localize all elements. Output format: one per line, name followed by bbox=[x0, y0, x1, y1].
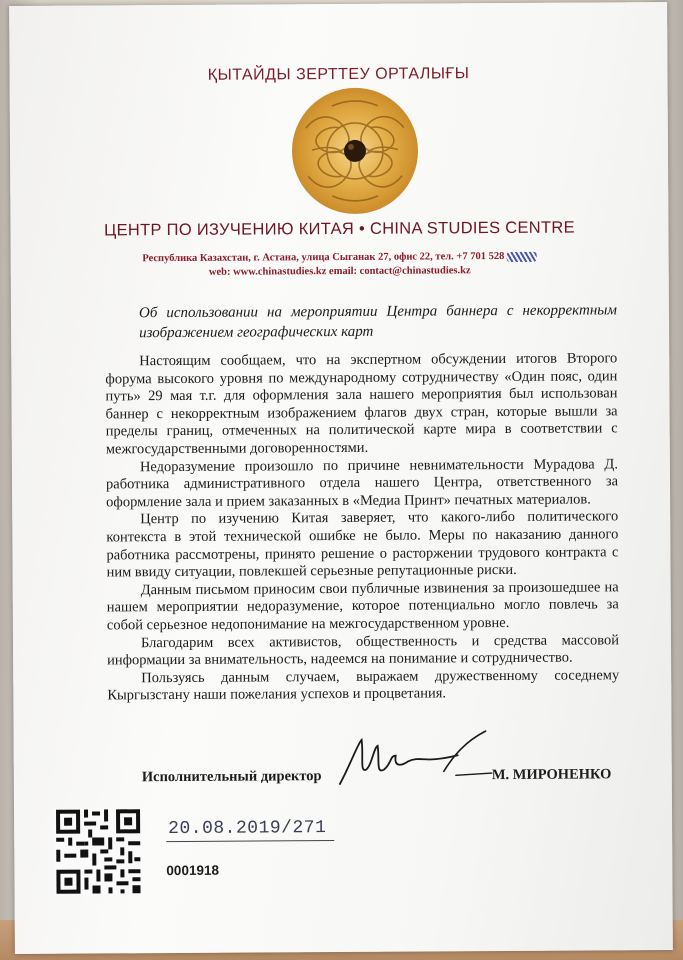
signatory-name: М. МИРОНЕНКО bbox=[491, 766, 612, 784]
paragraph-3: Центр по изучению Китая заверяет, что какого-либо политического контекста в этой технической ошибке не было. Меры по наказанию данного работника рассмотрены, принято решение о расторжении трудового контракта с ним ввиду ситуации, повлекшей серьезные репутационные риски. bbox=[106, 508, 619, 581]
paragraph-4: Данным письмом приносим свои публичные извинения за произошедшее на нашем мероприятии недоразумение, которое потенциально могло повлечь за собой серьезное недопонимание на межгосударственном уровне. bbox=[106, 579, 619, 634]
org-address bbox=[11, 250, 669, 265]
gold-dragon-emblem-icon bbox=[292, 88, 419, 215]
paragraph-6: Пользуясь данным случаем, выражаем дружественному соседнему Кыргызстану наши пожелания успехов и процветания. bbox=[107, 666, 620, 704]
registration-number: 0001918 bbox=[166, 862, 220, 879]
registration-underline bbox=[166, 840, 334, 842]
org-web-email: web: www.chinastudies.kz email: contact@chinastudies.kz bbox=[208, 265, 471, 278]
letter-subject: Об использовании на мероприятии Центра баннера с некорректным изображением географических карт bbox=[138, 302, 618, 342]
paragraph-2: Недоразумение произошло по причине невнимательности Мурадова Д. работника административного отдела нашего Центра, ответственного за оформление зала и прием заказанных в «Медиа Принт» печатных материалов. bbox=[105, 455, 619, 511]
org-name-kazakh: ҚЫТАЙДЫ ЗЕРТТЕУ ОРТАЛЫҒЫ bbox=[207, 65, 470, 84]
registration-date: 20.08.2019/271 bbox=[168, 818, 327, 840]
paragraph-1: Настоящим сообщаем, что на экспертном обсуждении итогов Второго форума высокого уровня по международному сотрудничеству «Один пояс, один путь» 29 мая т.г. для оформления зала нашего мероприятия был использован баннер с некорректным изображением флагов двух стран, которые вышли за пределы границ, отмеченных на политической карте мира в соответствии с межгосударственными договоренностями. bbox=[105, 350, 618, 458]
qr-code bbox=[54, 807, 143, 896]
letter-sheet bbox=[9, 2, 673, 954]
org-title: ЦЕНТР ПО ИЗУЧЕНИЮ КИТАЯ • CHINA STUDIES CENTRE bbox=[104, 218, 575, 240]
signatory-title: Исполнительный директор bbox=[141, 768, 322, 786]
paragraph-5: Благодарим всех активистов, общественность и средства массовой информации за внимательность, надеемся на понимание и сотрудничество. bbox=[107, 631, 620, 669]
letter-body bbox=[105, 350, 619, 705]
address-text: Республика Казахстан, г. Астана, улица Сыганак 27, офис 22, тел. +7 701 528 bbox=[142, 250, 505, 265]
handwritten-signature bbox=[336, 725, 496, 796]
redaction-scribble bbox=[507, 251, 537, 261]
